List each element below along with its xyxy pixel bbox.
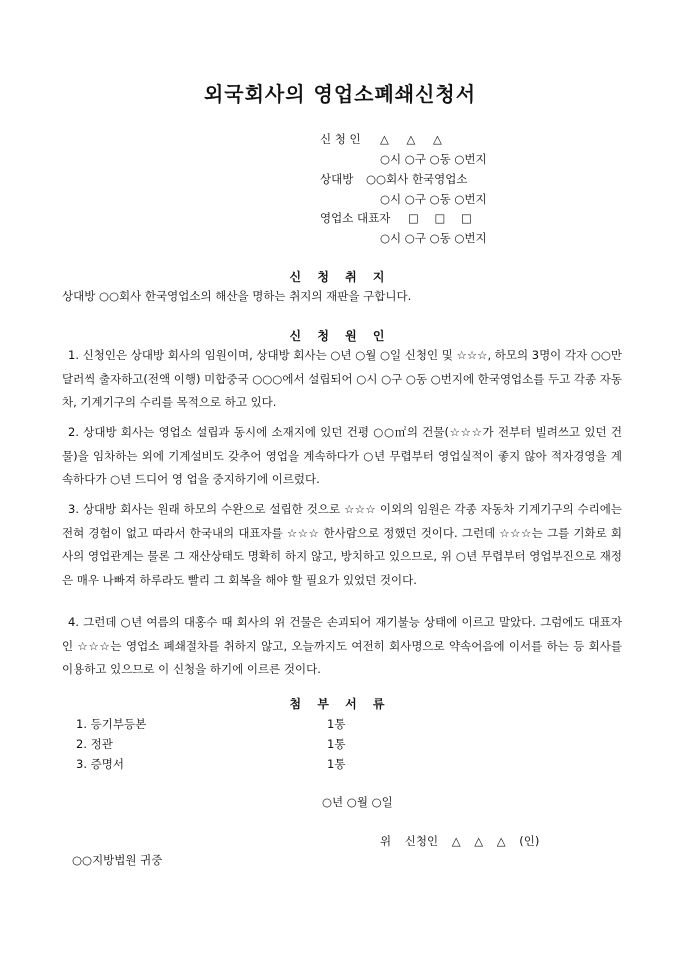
purpose-heading: 신 청 취 지	[289, 270, 391, 284]
attachment-item-name: 1. 등기부등본	[76, 717, 147, 731]
reasons-heading: 신 청 원 인	[289, 329, 391, 343]
respondent-name: ○○회사 한국영업소	[366, 172, 468, 186]
attachment-item-name: 3. 증명서	[76, 757, 124, 771]
reason-paragraph-3: 3. 상대방 회사는 원래 하모의 수완으로 설립한 것으로 ☆☆☆ 이외의 임원은 각종 자동차 기계기구의 수리에는 전혀 경험이 없고 따라서 한국내의 대표자를 ☆☆☆ 한사람으로 정했던 것이다. 그런데 ☆☆☆는 그를 기화로 회사의 영업관계는 물론 그 재산상태도 명확히 하지 않고, 방치하고 있으므로, 위 ○년 무렵부터 영업부진으로 재정은 매우 나빠져 하루라도 빨리 그 회복을 해야 할 필요가 있었던 것이다.	[62, 502, 622, 587]
document-date: ○년 ○월 ○일	[322, 795, 393, 809]
document-title: 외국회사의 영업소폐쇄신청서	[203, 82, 477, 106]
applicant-address: ○시 ○구 ○동 ○번지	[380, 152, 487, 166]
attachments-heading: 첨 부 서 류	[289, 697, 391, 711]
attachment-item-name: 2. 정관	[76, 737, 113, 751]
reason-paragraph-4: 4. 그런데 ○년 여름의 대홍수 때 회사의 위 건물은 손괴되어 재기불능 상태에 이르고 말았다. 그럼에도 대표자인 ☆☆☆는 영업소 폐쇄절차를 취하지 않고, 오늘까지도 여전히 회사명으로 약속어음에 이서를 하는 등 회사를 이용하고 있으므로 이 신청을 하기에 이르른 것이다.	[62, 615, 622, 676]
reason-paragraph-2: 2. 상대방 회사는 영업소 설립과 동시에 소재지에 있던 건평 ○○㎡의 건물(☆☆☆가 전부터 빌려쓰고 있던 건물)을 임차하는 외에 기계설비도 갖추어 영업을 계속하다가 ○년 무렵부터 영업실적이 좋지 않아 적자경영을 계속하다가 ○년 드디어 영 업을 중지하기에 이르렀다.	[62, 425, 622, 486]
respondent-address: ○시 ○구 ○동 ○번지	[380, 192, 487, 206]
representative-name: □ □ □	[408, 211, 472, 225]
purpose-text: 상대방 ○○회사 한국영업소의 해산을 명하는 취지의 재판을 구합니다.	[62, 289, 412, 303]
respondent-label: 상대방	[320, 172, 354, 186]
reason-paragraph-1: 1. 신청인은 상대방 회사의 임원이며, 상대방 회사는 ○년 ○월 ○일 신청인 및 ☆☆☆, 하모의 3명이 각자 ○○만 달러씩 출자하고(전액 이행) 미합중국 ○○○에서 설립되어 ○시 ○구 ○동 ○번지에 한국영업소를 두고 각종 자동차, 기계기구의 수리를 목적으로 하고 있다.	[62, 348, 622, 409]
attachment-item-qty: 1통	[327, 737, 346, 751]
attachment-item-qty: 1통	[327, 717, 346, 731]
representative-address: ○시 ○구 ○동 ○번지	[380, 231, 487, 245]
applicant-label: 신 청 인	[320, 132, 361, 146]
representative-label: 영업소 대표자	[320, 211, 391, 225]
applicant-name: △ △ △	[380, 132, 442, 146]
attachment-item-qty: 1통	[327, 757, 346, 771]
signature-line: 위 신청인 △ △ △ (인)	[380, 834, 540, 848]
court-addressee: ○○지방법원 귀중	[72, 853, 163, 867]
